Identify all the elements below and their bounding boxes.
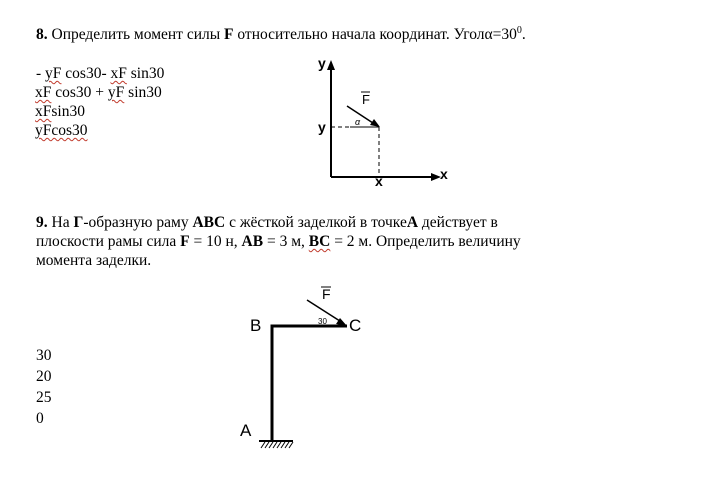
q9-frame-diagram xyxy=(235,278,385,458)
y-coordinate-label: y xyxy=(318,119,326,135)
text-part: действует в xyxy=(418,214,498,231)
option-text: sin30 xyxy=(126,65,165,82)
q9-option-2[interactable]: 20 xyxy=(36,368,52,385)
fixed-support-hatching xyxy=(261,442,293,448)
question-8-text-part: Определить момент силы xyxy=(51,26,225,44)
point-a: А xyxy=(406,214,419,231)
q8-option-4[interactable] xyxy=(35,121,164,140)
text-part: На xyxy=(47,214,74,231)
question-8-text-part2: относительно начала координат. Угол xyxy=(233,26,485,44)
option-text: yF xyxy=(107,84,125,101)
option-text: xF xyxy=(35,84,52,101)
option-text: cos30- xyxy=(61,65,111,82)
force-vector-line xyxy=(347,106,376,125)
question-8-number: 8. xyxy=(36,26,48,44)
text-part: -образную раму xyxy=(83,214,193,231)
text-part: = 3 м, xyxy=(263,233,309,250)
option-text: sin30 xyxy=(124,84,162,101)
question-9-line-3: момента заделки. xyxy=(36,252,152,269)
option-text: yF xyxy=(45,65,62,82)
text-part: = 2 м. Определить величину xyxy=(330,233,521,250)
q8-option-1[interactable] xyxy=(36,64,164,83)
q8-coordinate-diagram xyxy=(300,52,470,192)
segment-ab: AB xyxy=(241,233,264,250)
question-9-line-2 xyxy=(36,232,646,251)
q9-option-4[interactable]: 0 xyxy=(36,410,44,427)
q9-option-3[interactable]: 25 xyxy=(36,389,52,406)
option-text: xF xyxy=(110,65,127,82)
point-b-label: B xyxy=(250,316,262,335)
frame-type-letter: Г xyxy=(73,214,84,231)
force-vector-arrowhead xyxy=(370,119,380,127)
angle-alpha-label: α xyxy=(355,117,361,127)
question-9-line-1 xyxy=(36,213,646,232)
question-9-text xyxy=(36,213,646,270)
question-8-angle-value: =30 xyxy=(492,26,517,44)
text-part: с жёсткой заделкой в точке xyxy=(225,214,407,231)
question-8-options xyxy=(36,64,164,140)
segment-bc: ВС xyxy=(308,233,331,250)
y-axis-label: y xyxy=(318,55,326,71)
force-symbol: F xyxy=(180,233,190,250)
question-8-alpha: α xyxy=(484,26,493,44)
q8-option-2[interactable] xyxy=(35,83,164,102)
angle-30-label: 30 xyxy=(318,317,327,326)
question-8-degree: 0 xyxy=(516,25,522,36)
force-label: F xyxy=(362,92,370,107)
force-label: F xyxy=(322,286,331,302)
question-9-options xyxy=(36,345,52,429)
option-text: - xyxy=(36,65,46,82)
question-8-force-symbol: F xyxy=(224,26,234,44)
q9-option-1[interactable]: 30 xyxy=(36,347,52,364)
option-text: xF xyxy=(35,103,52,120)
option-text: sin30 xyxy=(51,103,85,120)
question-8-period: . xyxy=(521,26,526,44)
point-a-label: A xyxy=(240,421,252,440)
question-9-number: 9. xyxy=(36,214,48,231)
text-part: плоскости рамы сила xyxy=(36,233,181,250)
q8-option-3[interactable] xyxy=(35,102,164,121)
x-axis-label: x xyxy=(440,166,448,182)
option-text: cos30 + xyxy=(51,84,108,101)
option-text: yFcos30 xyxy=(35,122,88,139)
text-part: = 10 н, xyxy=(189,233,242,250)
question-8-text xyxy=(36,22,526,44)
y-axis-arrow xyxy=(327,60,335,70)
x-coordinate-label: x xyxy=(375,173,383,189)
point-c-label: C xyxy=(349,316,362,335)
frame-name: ABC xyxy=(192,214,226,231)
